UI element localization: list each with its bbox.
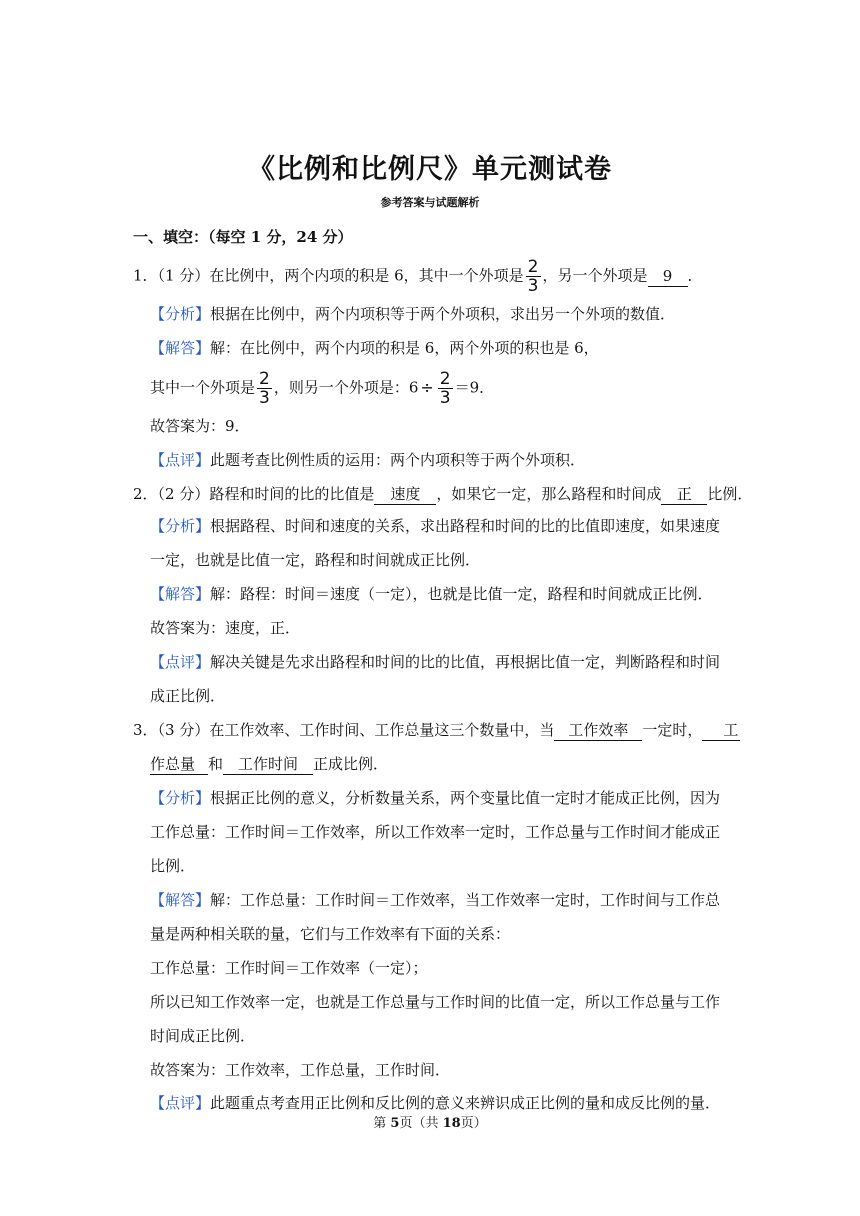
q2-analysis-2: 一定，也就是比值一定，路程和时间就成正比例．	[150, 551, 481, 569]
fraction: $\frac{2}{3}$	[259, 369, 270, 408]
answer-blank: 工	[702, 720, 740, 741]
answer-blank: 9	[648, 266, 688, 287]
question-3-cont: 作总量 和 工作时间 正成比例．	[150, 755, 389, 773]
q1-solution-2: 其中一个外项是 $\frac{2}{3}$ ，则另一个外项是：6 ÷ $\frac{2}{3}$ ＝9．	[150, 369, 495, 408]
q2-comment-2: 成正比例．	[150, 687, 226, 705]
fraction: $\frac{2}{3}$	[527, 257, 539, 296]
q2-solution: 【解答】解：路程：时间＝速度（一定），也就是比值一定，路程和时间就成正比例．	[150, 585, 713, 603]
q1-answer: 故答案为：9．	[150, 417, 250, 435]
solution-tag: 【解答】	[150, 891, 211, 909]
analysis-tag: 【分析】	[150, 789, 211, 807]
answer-blank: 工作效率	[554, 720, 642, 741]
section-heading: 一、填空：（每空 1 分，24 分）	[133, 228, 353, 246]
comment-tag: 【点评】	[150, 653, 211, 671]
q3-analysis: 【分析】根据正比例的意义，分析数量关系，两个变量比值一定时才能成正比例，因为	[150, 789, 721, 807]
question-2: 2．（2 分）路程和时间的比的比值是 速度 ，如果它一定，那么路程和时间成 正 比例．	[133, 485, 753, 503]
q2-comment: 【点评】解决关键是先求出路程和时间的比的比值，再根据比值一定，判断路程和时间	[150, 653, 721, 671]
comment-tag: 【点评】	[150, 451, 211, 469]
q3-solution-5: 时间成正比例．	[150, 1027, 256, 1045]
divide-symbol: ÷	[420, 377, 434, 397]
question-3: 3．（3 分）在工作效率、工作时间、工作总量这三个数量中，当 工作效率 一定时， 工	[133, 721, 739, 739]
q1-solution: 【解答】解：在比例中，两个内项的积是 6，两个外项的积也是 6，	[150, 339, 599, 357]
q3-answer: 故答案为：工作效率，工作总量，工作时间．	[150, 1061, 451, 1079]
page-number: 5	[390, 1116, 400, 1131]
q3-analysis-2: 工作总量：工作时间＝工作效率，所以工作效率一定时，工作总量与工作时间才能成正	[150, 823, 721, 841]
question-1: 1．（1 分）在比例中，两个内项的积是 6，其中一个外项是 $\frac{2}{3}$ ，另一个外项是 9 ．	[133, 257, 703, 296]
fraction: $\frac{2}{3}$	[439, 369, 451, 408]
solution-tag: 【解答】	[150, 585, 211, 603]
page-footer: 第 5页（共 18页）	[373, 1116, 487, 1131]
answer-blank: 正	[661, 484, 707, 505]
q1-comment: 【点评】此题考查比例性质的运用：两个内项积等于两个外项积．	[150, 451, 586, 469]
answer-blank: 作总量	[150, 754, 208, 775]
q3-solution-2: 量是两种相关联的量，它们与工作效率有下面的关系：	[150, 925, 511, 943]
q3-analysis-3: 比例．	[150, 857, 196, 875]
comment-tag: 【点评】	[150, 1094, 211, 1112]
q1-analysis: 【分析】根据在比例中，两个内项积等于两个外项积，求出另一个外项的数值．	[150, 305, 676, 323]
answer-blank: 工作时间	[223, 754, 313, 775]
q2-analysis: 【分析】根据路程、时间和速度的关系，求出路程和时间的比的比值即速度，如果速度	[150, 517, 721, 535]
page-subtitle: 参考答案与试题解析	[380, 196, 480, 209]
solution-tag: 【解答】	[150, 339, 211, 357]
q3-solution-3: 工作总量：工作时间＝工作效率（一定）；	[150, 959, 428, 977]
answer-blank: 速度	[374, 484, 436, 505]
q3-comment: 【点评】此题重点考查用正比例和反比例的意义来辨识成正比例的量和成反比例的量．	[150, 1094, 721, 1112]
q2-answer: 故答案为：速度，正．	[150, 619, 301, 637]
analysis-tag: 【分析】	[150, 305, 211, 323]
analysis-tag: 【分析】	[150, 517, 211, 535]
page-total: 18	[442, 1116, 461, 1131]
q3-solution-4: 所以已知工作效率一定，也就是工作总量与工作时间的比值一定，所以工作总量与工作	[150, 993, 721, 1011]
q3-solution: 【解答】解：工作总量：工作时间＝工作效率，当工作效率一定时，工作时间与工作总	[150, 891, 721, 909]
page-title: 《比例和比例尺》单元测试卷	[248, 154, 612, 185]
